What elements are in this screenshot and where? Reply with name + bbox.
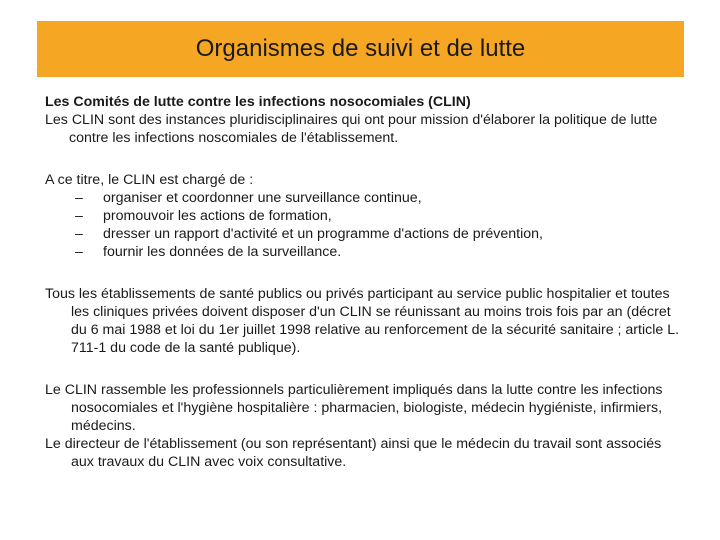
duties-list bbox=[45, 189, 685, 261]
members-text: Le CLIN rassemble les professionnels particulièrement impliqués dans la lutte contre les infections nosocomiales et l'hygiène hospitalière : pharmacien, biologiste, médecin hygiéniste, infirmiers, médecins. bbox=[45, 382, 663, 434]
slide-content bbox=[45, 93, 685, 471]
clin-definition: Les CLIN sont des instances pluridisciplinaires qui ont pour mission d'élaborer la politique de lutte contre les infections noscomiales de l'établissement. bbox=[45, 112, 658, 146]
list-item-text: dresser un rapport d'activité et un programme d'actions de prévention, bbox=[103, 226, 543, 242]
list-item bbox=[45, 243, 685, 261]
title-bar bbox=[37, 21, 684, 77]
list-item-text: promouvoir les actions de formation, bbox=[103, 208, 332, 224]
section-heading: Les Comités de lutte contre les infections nosocomiales (CLIN) bbox=[45, 94, 471, 110]
establishments-paragraph: Tous les établissements de santé publics ou privés participant au service public hospitalier et toutes les cliniques privées doivent disposer d'un CLIN se réunissant au moins trois fois par an (décret du 6 mai 1988 et loi du 1er juillet 1998 relative au renforcement de la sécurité sanitaire ; article L. 711-1 du code de la santé publique). bbox=[45, 286, 680, 356]
list-item-text: fournir les données de la surveillance. bbox=[103, 244, 342, 260]
duties-intro: A ce titre, le CLIN est chargé de : bbox=[45, 172, 254, 188]
spacer bbox=[45, 147, 685, 171]
list-item bbox=[45, 207, 685, 225]
members-paragraph bbox=[45, 381, 685, 471]
list-item bbox=[45, 189, 685, 207]
dash-bullet: – bbox=[75, 226, 83, 242]
dash-bullet: – bbox=[75, 190, 83, 206]
spacer bbox=[45, 357, 685, 381]
list-item bbox=[45, 225, 685, 243]
dash-bullet: – bbox=[75, 244, 83, 260]
page-title: Organismes de suivi et de lutte bbox=[195, 35, 526, 62]
dash-bullet: – bbox=[75, 208, 83, 224]
consultative-text: Le directeur de l'établissement (ou son représentant) ainsi que le médecin du travail sont associés aux travaux du CLIN avec voix consultative. bbox=[45, 436, 662, 470]
spacer bbox=[45, 261, 685, 285]
list-item-text: organiser et coordonner une surveillance continue, bbox=[103, 190, 422, 206]
